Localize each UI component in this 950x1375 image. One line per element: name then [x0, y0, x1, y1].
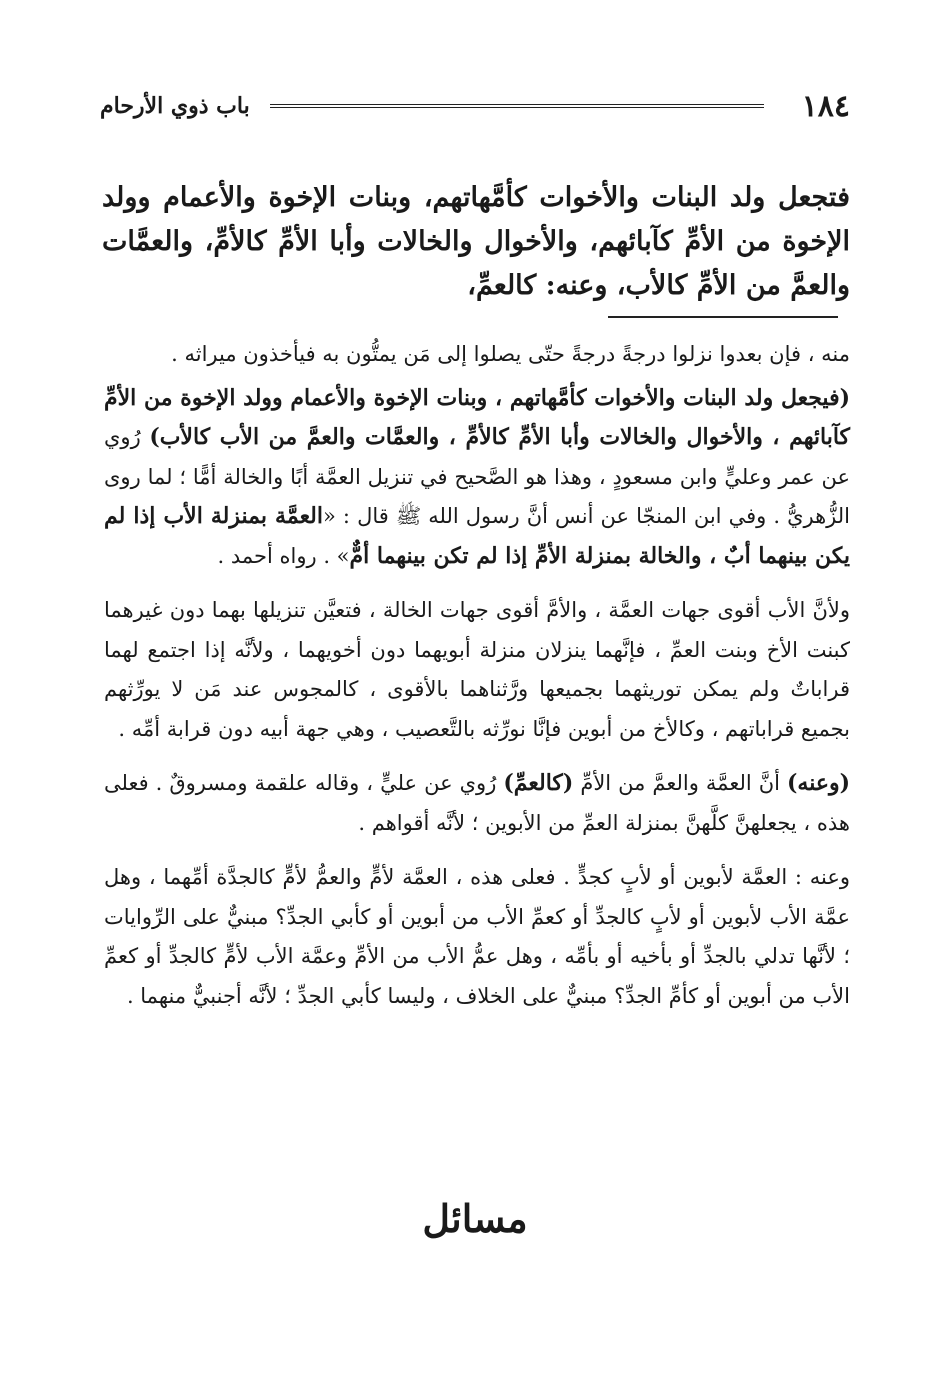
commentary-text: أنَّ العمَّة والعمَّ من الأمِّ	[573, 771, 787, 795]
section-heading: مسائل	[422, 1196, 528, 1241]
commentary-paragraph	[104, 764, 850, 843]
quoted-matn: (وعنه)	[786, 770, 850, 796]
commentary-paragraph: منه ، فإن بعدوا نزلوا درجةً درجةً حتّى يصلوا إلى مَن يمتُّون به فيأخذون ميراثه .	[171, 342, 850, 366]
commentary-paragraph	[104, 379, 850, 577]
commentary-text: رُوي عن عليٍّ ، وقاله علقمة ومسروقٌ . فعلى هذه ، يجعلهنَّ كلَّهنَّ بمنزلة العمِّ من الأبوين ؛ لأنَّه أقواهم .	[104, 771, 850, 835]
page-header	[100, 84, 850, 128]
commentary-text: » . رواه أحمد .	[217, 543, 350, 568]
hadith-text: العمَّة بمنزلة الأب إذا لم يكن بينهما أبٌ ، والخالة بمنزلة الأمِّ إذا لم تكن بينهما أمٌّ	[104, 503, 850, 569]
quoted-matn: (كالعمِّ)	[503, 770, 574, 796]
commentary	[104, 335, 850, 1031]
commentary-paragraph: وعنه : العمَّة لأبوين أو لأبٍ كجدٍّ . فعلى هذه ، العمَّة لأمٍّ والعمُّ لأمٍّ كالجدَّة أمِّهما ، وهل عمَّة الأب لأبوين أو لأبٍ كالجدِّ أو كعمِّ الأب من أبوين أو كأبي الجدِّ؟ مبنيٌّ على الرِّوايات ؛ لأنَّها تدلي بالجدِّ أو بأخيه أو بأمِّه ، وهل عمُّ الأب من الأمِّ وعمَّة الأب لأمٍّ كالجدِّ أو كعمِّ الأب من أبوين أو كأمِّ الجدِّ؟ مبنيٌّ على الخلاف ، وليسا كأبي الجدِّ ؛ لأنَّه أجنبيٌّ منهما .	[104, 865, 850, 1008]
commentary-paragraph: ولأنَّ الأب أقوى جهات العمَّة ، والأمَّ أقوى جهات الخالة ، فتعيَّن تنزيلها بهما دون غيرهما كبنت الأخ وبنت العمِّ ، فإنَّهما ينزلان منزلة أبويهما دون أخويهما ، ولأنَّه إذا اجتمع لهما قراباتٌ ولم يمكن توريثهما بجميعها ورَّثناهما بالأقوى ، كالمجوس عند مَن لا يورِّثهم بجميع قراباتهم ، وكالأخ من أبوين فإنَّا نورِّثه بالتَّعصيب ، وهي جهة أبيه دون قرابة أمِّه .	[104, 598, 850, 741]
footnote-divider	[608, 316, 838, 318]
header-rule	[270, 104, 764, 108]
commentary-text: رُوي عن عمر وعليٍّ وابن مسعودٍ ، وهذا هو الصَّحيح في تنزيل العمَّة أبًا والخالة أمًّا ؛ لما روى الزُّهريُّ . وفي ابن المنجّا عن أنس أنَّ رسول الله ﷺ قال : «	[104, 425, 851, 528]
page-number: ١٨٤	[801, 88, 850, 124]
matn-text: فتجعل ولد البنات والأخوات كأمَّهاتهم، وبنات الإخوة والأعمام وولد الإخوة من الأمِّ كآبائهم، والأخوال والخالات وأبا الأمِّ كالأمِّ، والعمَّات والعمَّ من الأمِّ كالأب، وعنه: كالعمِّ،	[102, 182, 850, 301]
quoted-matn: (فيجعل ولد البنات والأخوات كأمَّهاتهم ، وبنات الإخوة والأعمام وولد الإخوة من الأمِّ كآبائهم ، والأخوال والخالات وأبا الأمِّ كالأمِّ ، والعمَّات والعمَّ من الأب كالأب)	[104, 384, 850, 450]
chapter-title: باب ذوي الأرحام	[100, 93, 250, 119]
